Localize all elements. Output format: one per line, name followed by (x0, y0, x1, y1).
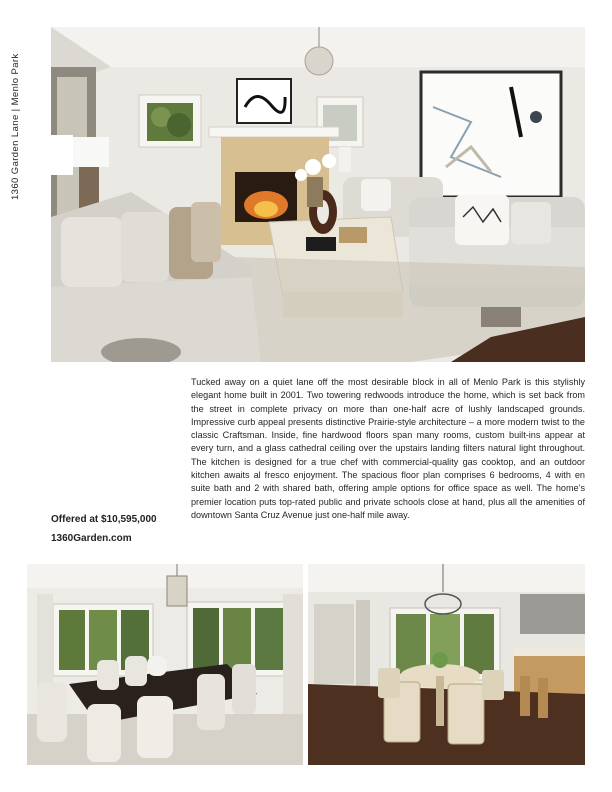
dining-room-photo (27, 564, 303, 765)
offer-block (51, 510, 186, 548)
kitchen-nook-photo (308, 564, 585, 765)
side-address-label (10, 40, 24, 200)
website-link[interactable]: 1360Garden.com (51, 533, 132, 544)
living-room-photo (51, 27, 585, 362)
address-text: 1360 Garden Lane | Menlo Park (10, 53, 21, 200)
property-description: Tucked away on a quiet lane off the most desirable block in all of Menlo Park is this stylishly elegant home built in 2001. Two towering redwoods introduce the home, which is set back from the street in complete privacy on more than one-half acre of lushly landscaped grounds. Impressive curb appeal presents distinctive Prairie-style architecture – a more modern twist to the classic Craftsman. Inside, fine hardwood floors span many rooms, custom built-ins appear at every turn, and a glass cathedral ceiling over the upstairs landing filters natural light throughout. The kitchen is designed for a true chef with commercial-quality gas cooktop, and an outdoor kitchen awaits al fresco enjoyment. The spacious floor plan comprises 6 bedrooms, 4 with en suite bath and 2 with shared bath, offering ample options for office space as well. The home’s premier location puts top-rated public and private schools close at hand, plus all the amenities of downtown Santa Cruz Avenue just one-half mile away. (191, 377, 585, 520)
offer-price: Offered at $10,595,000 (51, 514, 157, 525)
